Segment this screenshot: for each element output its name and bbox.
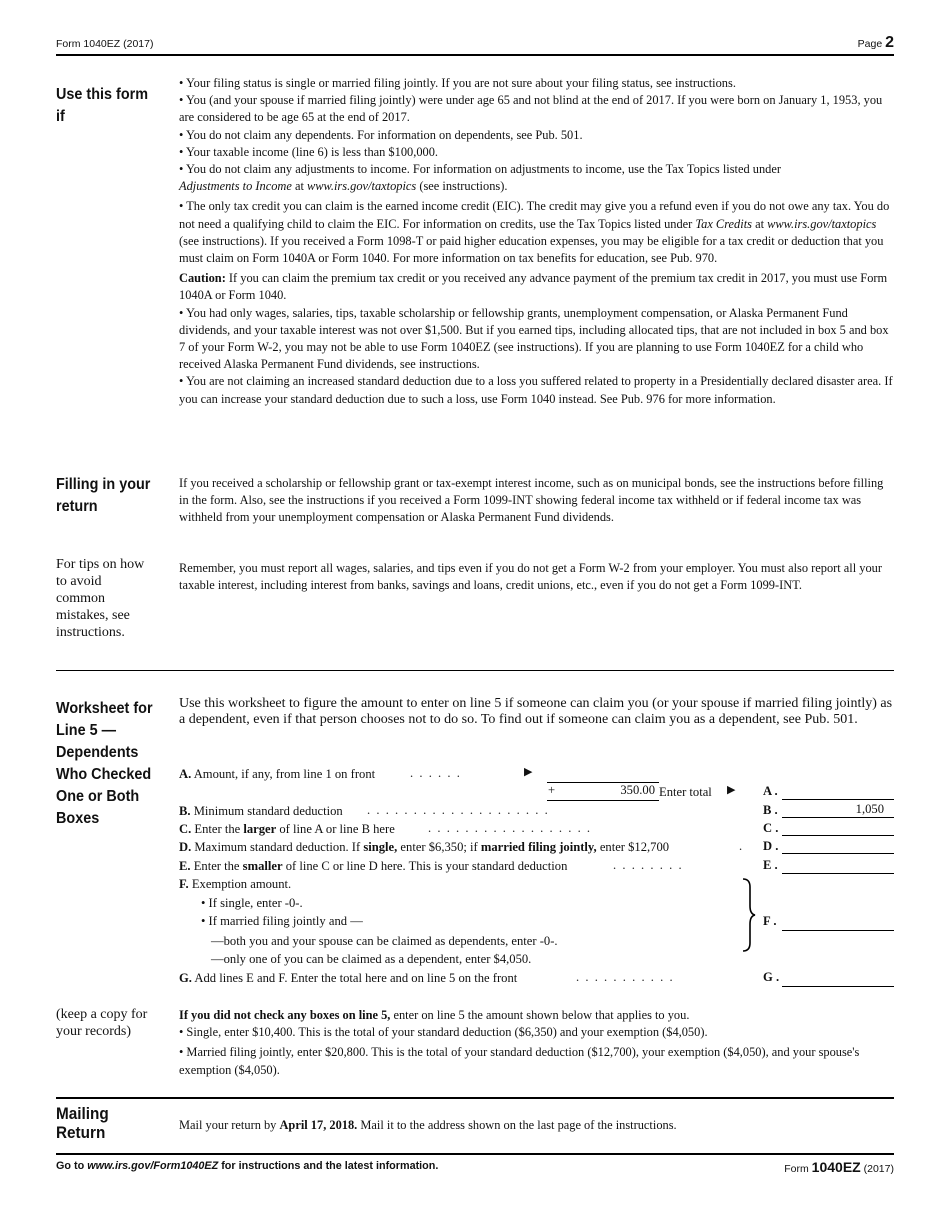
header-rule <box>56 54 894 56</box>
keep-copy-note: (keep a copy for your records) <box>56 1007 148 1039</box>
mailing-heading: Mailing Return <box>56 1104 109 1142</box>
page-number: 2 <box>885 34 894 51</box>
footer-url[interactable]: www.irs.gov/Form1040EZ <box>87 1160 219 1172</box>
tips-side-note: For tips on how to avoid common mistakes, see instructions. <box>56 557 145 640</box>
bullet-eic: • The only tax credit you can claim is the earned income credit (EIC). The credit may give you a refund even if you do not owe any tax. You do not need a qualifying child to claim the EIC. For information on credits, use the Tax Topics listed under Tax Credits at www.irs.gov/taxtopics (see instructions). If you received a Form 1098-T or paid higher education expenses, you may be eligible for a tax credit or deduction that you must claim on Form 1040A or Form 1040. For more information on tax benefits for education, see Pub. 970. <box>179 199 890 266</box>
section-rule <box>56 670 894 671</box>
no-boxes-married: • Married filing jointly, enter $20,800. This is the total of your standard deduction ($12,700), your exemption ($4,050), and your spouse's exemption ($4,050). <box>179 1045 860 1077</box>
entry-g[interactable] <box>782 971 894 987</box>
letter-e: E . <box>763 858 778 872</box>
line-c: C. Enter the larger of line A or line B here <box>179 822 395 836</box>
mailing-top-rule <box>56 1097 894 1099</box>
line-f-single: • If single, enter -0-. <box>201 896 303 910</box>
line-d-dots: . <box>739 839 749 853</box>
line-a-arrow-icon: ▶ <box>524 766 533 778</box>
line-e: E. Enter the smaller of line C or line D here. This is your standard deduction <box>179 859 568 873</box>
entry-b[interactable]: 1,050 <box>782 802 894 818</box>
letter-a: A . <box>763 784 778 798</box>
footer-goto: Go to www.irs.gov/Form1040EZ for instructions and the latest information. <box>56 1160 439 1172</box>
bullet-disaster: • You are not claiming an increased standard deduction due to a loss you suffered related to property in a Presidentially declared disaster area. If you can increase your standard deduction due to such a loss, use Form 1040 instead. See Pub. 976 for more information. <box>179 374 893 406</box>
entry-c[interactable] <box>782 820 894 836</box>
no-boxes-single: • Single, enter $10,400. This is the total of your standard deduction ($6,350) and your exemption ($4,050). <box>179 1025 708 1040</box>
entry-d[interactable] <box>782 838 894 854</box>
line-g: G. Add lines E and F. Enter the total here and on line 5 on the front <box>179 971 518 985</box>
caution-note: Caution: If you can claim the premium tax credit or you received any advance payment of the premium tax credit in 2017, you must use Form 1040A or Form 1040. <box>179 271 888 303</box>
entry-e[interactable] <box>782 858 894 874</box>
worksheet-intro: Use this worksheet to figure the amount to enter on line 5 if someone can claim you (or your spouse if married filing jointly) as a dependent, even if that person chooses not to do so. To find out if someone can claim you as a dependent, see Pub. 501. <box>179 696 893 727</box>
footer-rule <box>56 1153 894 1155</box>
line-b-dots: .................... <box>367 803 554 817</box>
header-form-label: Form 1040EZ (2017) <box>56 38 154 50</box>
bullet-age: • You (and your spouse if married filing jointly) were under age 65 and not blind at the end of 2017. If you were born on January 1, 1953, you are considered to be age 65 at the end of 2017. <box>179 93 883 125</box>
letter-b: B . <box>763 803 778 817</box>
bullet-taxable-income: • Your taxable income (line 6) is less than $100,000. <box>179 144 438 159</box>
line-f-brace-icon <box>740 878 756 952</box>
line-a-dots: ...... <box>410 766 467 780</box>
bullet-adjustments: • You do not claim any adjustments to income. For information on adjustments to income, use the Tax Topics listed under Adjustments to Income at www.irs.gov/taxtopics (see instructions). <box>179 162 781 194</box>
enter-total-label: Enter total <box>659 785 712 799</box>
entry-f[interactable] <box>782 915 894 931</box>
no-boxes-text <box>179 1007 894 1079</box>
filling-text: If you received a scholarship or fellowship grant or tax-exempt interest income, such as on municipal bonds, see the instructions before filling in the form. Also, see the instructions if you received a Form 1099-INT showing federal income tax withheld or if federal income tax was withheld from your unemployment compensation or Alaska Permanent Fund dividends. <box>179 476 884 525</box>
use-this-form-text <box>179 75 894 408</box>
bullet-wages: • You had only wages, salaries, tips, taxable scholarship or fellowship grants, unemployment compensation, or Alaska Permanent Fund dividends, and your taxable interest was not over $1,500. But if you earned tips, including allocated tips, that are not included in box 5 and box 7 of your Form W-2, you may not be able to use Form 1040EZ (see instructions). If you are planning to use Form 1040EZ for a child who received Alaska Permanent Fund dividends, see instructions. <box>179 305 889 372</box>
line-a-input-box[interactable] <box>547 782 659 801</box>
letter-g: G . <box>763 970 780 984</box>
entry-a[interactable] <box>782 784 894 800</box>
mailing-text: Mail your return by April 17, 2018. Mail it to the address shown on the last page of the instructions. <box>179 1118 677 1132</box>
plus-amount: 350.00 <box>620 783 655 797</box>
letter-d: D . <box>763 839 779 853</box>
header-page-number <box>858 34 894 52</box>
line-f: F. Exemption amount. <box>179 877 292 891</box>
line-f-married: • If married filing jointly and — <box>201 914 363 928</box>
letter-f: F . <box>763 914 777 928</box>
line-a: A. Amount, if any, from line 1 on front <box>179 767 376 781</box>
line-f-one: —only one of you can be claimed as a dependent, enter $4,050. <box>211 952 532 966</box>
letter-c: C . <box>763 821 779 835</box>
enter-total-arrow-icon: ▶ <box>727 784 736 796</box>
line-b: B. Minimum standard deduction <box>179 804 343 818</box>
line-e-dots: ........ <box>613 858 688 872</box>
use-this-form-heading: Use this form if <box>56 86 149 125</box>
no-boxes-lead: If you did not check any boxes on line 5, enter on line 5 the amount shown below that applies to you. <box>179 1008 690 1022</box>
bullet-dependents: • You do not claim any dependents. For information on dependents, see Pub. 501. <box>179 127 583 142</box>
line-d: D. Maximum standard deduction. If single, enter $6,350; if married filing jointly, enter $12,700 <box>179 840 670 854</box>
filling-heading: Filling in your return <box>56 476 151 515</box>
tips-text: Remember, you must report all wages, salaries, and tips even if you do not get a Form W-2 from your employer. You must also report all your taxable interest, including interest from banks, savings and loans, credit unions, etc., even if you do not get a Form 1099-INT. <box>179 561 883 593</box>
page-word: Page <box>857 38 883 50</box>
line-g-dots: ........... <box>576 970 679 984</box>
line-c-dots: .................. <box>428 821 597 835</box>
bullet-filing-status: • Your filing status is single or married filing jointly. If you are not sure about your filing status, see instructions. <box>179 76 736 90</box>
plus-sign: + <box>548 783 556 797</box>
worksheet-heading: Worksheet for Line 5 — Dependents Who Checked One or Both Boxes <box>56 700 153 827</box>
footer-form-name: Form 1040EZ (2017) <box>784 1159 894 1175</box>
line-f-both: —both you and your spouse can be claimed as dependents, enter -0-. <box>211 934 558 948</box>
